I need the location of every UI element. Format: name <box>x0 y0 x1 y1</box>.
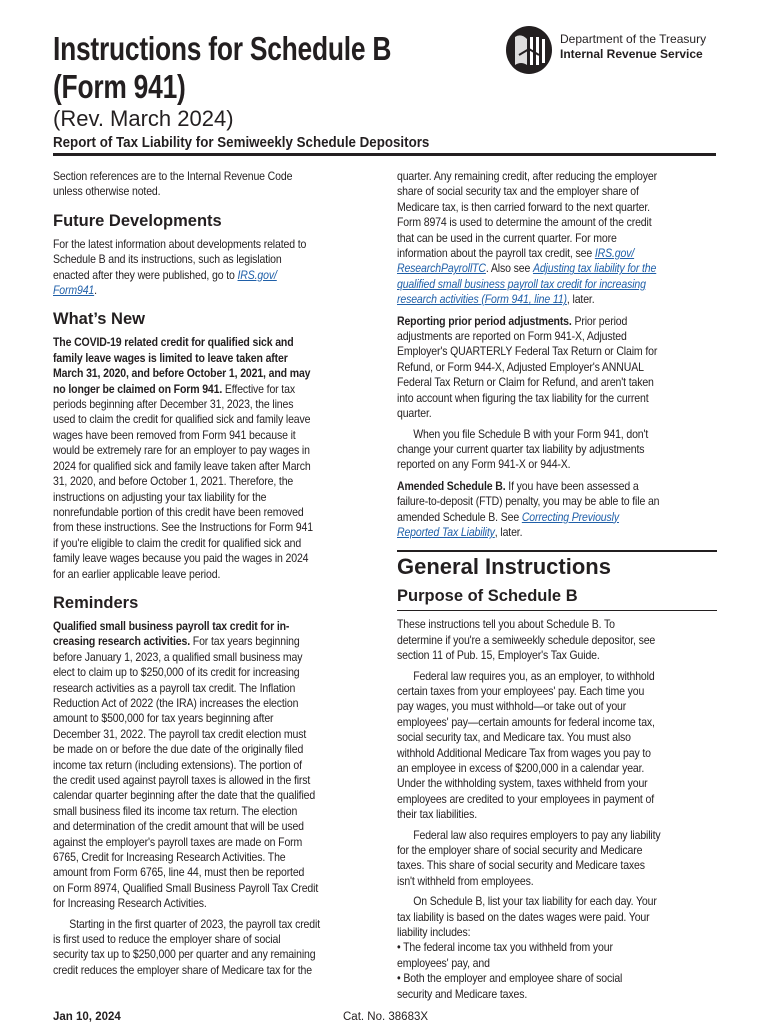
paragraph <box>397 169 717 308</box>
revision-date: (Rev. March 2024) <box>53 106 234 131</box>
text-run: information about the payroll tax credit, see <box>397 247 595 261</box>
text-line: • The federal income tax you withheld from your <box>397 941 613 955</box>
text-line: the credit used against payroll taxes is allowed in the first <box>53 774 311 787</box>
department-name: Department of the Treasury <box>560 32 707 46</box>
text-line: On Schedule B, list your tax liability for each day. Your <box>413 895 657 909</box>
link[interactable]: research activities (Form 941, line 11) <box>397 293 567 307</box>
text-line: is first used to reduce the employer share of social <box>53 933 281 947</box>
paragraph <box>53 619 373 912</box>
text-line: unless otherwise noted. <box>53 185 161 199</box>
bold-lead-in: Qualified small business payroll tax credit for in- <box>53 619 290 633</box>
text-line: • Both the employer and employee share of social <box>397 972 623 986</box>
link[interactable]: IRS.gov/ <box>594 247 635 261</box>
text-line: for Increasing Research Activities. <box>53 897 207 911</box>
text-line: before January 1, 2023, a qualified small business may <box>53 650 303 664</box>
text-line: Reduction Act of 2022 (the IRA) increases the election <box>53 696 299 710</box>
paragraph <box>53 237 373 299</box>
text-line: taxes. This share of social security and Medicare taxes <box>397 859 645 873</box>
text-line <box>397 246 685 261</box>
text-line: employees' pay, and <box>397 956 490 970</box>
text-line: wages have been removed from Form 941 because it <box>53 428 296 442</box>
text-line: Federal law requires you, as an employer, to withhold <box>413 669 655 683</box>
text-line: and determination of the credit amount that will be used <box>53 820 304 834</box>
bold-lead-in: family leave wages is limited to leave taken after <box>53 351 288 365</box>
text-line: from these instructions. See the Instructions for Form 941 <box>53 521 313 535</box>
irs-eagle-logo-icon <box>505 25 553 75</box>
text-line: credit reduces the employer share of Medicare tax for the <box>53 963 312 977</box>
text-line <box>397 525 685 540</box>
text-line: reported on any Form 941-X or 944-X. <box>397 458 571 472</box>
text-line: quarter. <box>397 407 432 421</box>
text-line: would be extremely rare for an employer to pay wages in <box>53 444 310 458</box>
text-line <box>53 283 341 298</box>
text-line: change your current quarter tax liability by adjustments <box>397 442 645 456</box>
bold-lead-in: March 31, 2020, and before October 1, 2021, and may <box>53 367 311 381</box>
paragraph <box>53 335 373 582</box>
text-run: Effective for tax <box>222 382 295 396</box>
agency-name: Internal Revenue Service <box>560 47 703 61</box>
text-line: into account when figuring the tax liability for the current <box>397 391 649 405</box>
bold-lead-in: Amended Schedule B. <box>397 479 506 493</box>
text-run: If you have been assessed a <box>505 479 639 493</box>
paragraph <box>53 169 373 200</box>
text-line: Form 8974 is used to determine the amount of the credit <box>397 216 652 230</box>
link[interactable]: Adjusting tax liability for the <box>532 262 657 276</box>
text-line: nonrefundable portion of this credit have been removed <box>53 505 304 519</box>
text-line: instructions on adjusting your tax liability for the <box>53 490 267 504</box>
text-line: social security tax, and Medicare tax. You must also <box>397 731 631 745</box>
paragraph <box>397 617 717 663</box>
text-line: on Form 8974, Qualified Small Business Payroll Tax Credit <box>53 881 319 895</box>
text-line <box>397 314 685 329</box>
link[interactable]: Correcting Previously <box>521 510 619 524</box>
text-line: amount to $500,000 for tax years beginning after <box>53 712 274 726</box>
text-line <box>53 335 341 350</box>
text-line: section 11 of Pub. 15, Employer's Tax Guide. <box>397 649 600 663</box>
link[interactable]: Reported Tax Liability <box>397 525 495 539</box>
section-heading: Future Developments <box>53 211 222 230</box>
text-line: withhold Additional Medicare Tax from wages you pay to <box>397 746 651 760</box>
text-line: if you're eligible to claim the credit for qualified sick and <box>53 536 302 550</box>
text-line: small business filed its income tax return. The election <box>53 804 298 818</box>
text-line: against the employer's payroll taxes are made on Form <box>53 835 303 849</box>
text-line: Under the withholding system, taxes withheld from your <box>397 777 648 791</box>
left-column <box>53 166 373 978</box>
text-line: Federal law also requires employers to pay any liability <box>413 828 661 842</box>
text-run: For tax years beginning <box>190 635 300 649</box>
paragraph <box>397 669 717 823</box>
text-line: isn't withheld from employees. <box>397 874 534 888</box>
text-line: Starting in the first quarter of 2023, the payroll tax credit <box>69 917 320 931</box>
text-line: family leave wages because you paid the wages in 2024 <box>53 552 309 566</box>
text-line: income tax return (including extensions). The portion of <box>53 758 302 772</box>
link[interactable]: IRS.gov/ <box>237 268 277 282</box>
text-line <box>397 261 685 276</box>
text-line: research activities as a payroll tax credit. The Inflation <box>53 681 296 695</box>
text-line: These instructions tell you about Schedule B. To <box>397 618 615 632</box>
text-line: adjustments are reported on Form 941-X, Adjusted <box>397 330 627 344</box>
text-line <box>397 277 685 292</box>
text-line: Medicare tax, is then carried forward to the next quarter. <box>397 200 650 214</box>
paragraph <box>397 828 717 890</box>
text-line: an employee in excess of $200,000 in a calendar year. <box>397 762 645 775</box>
section-heading: What’s New <box>53 310 145 329</box>
text-line: Refund, or Form 944-X, Adjusted Employer's ANNUAL <box>397 360 644 374</box>
bold-lead-in: Reporting prior period adjustments. <box>397 314 572 328</box>
bold-lead-in: no longer be claimed on Form 941. <box>53 382 223 396</box>
title-line-2: (Form 941) <box>53 68 186 105</box>
text-line <box>53 268 341 283</box>
section-heading: Purpose of Schedule B <box>397 586 717 611</box>
text-line: for the employer share of social security and Medicare <box>397 844 643 858</box>
right-column <box>397 166 717 1002</box>
text-run: , later. <box>566 293 595 307</box>
text-line: 2024 for qualified sick and family leave taken after March <box>53 459 311 473</box>
text-line <box>53 619 341 634</box>
text-run: Prior period <box>571 314 628 328</box>
text-line: liability includes: <box>397 926 471 940</box>
text-line <box>53 634 341 649</box>
text-line: failure-to-deposit (FTD) penalty, you may be able to file an <box>397 495 660 509</box>
document-subtitle: Report of Tax Liability for Semiweekly Schedule Depositors <box>53 135 430 151</box>
catalog-number: Cat. No. 38683X <box>343 1011 429 1023</box>
text-line <box>397 510 685 525</box>
text-run: . Also see <box>485 262 533 276</box>
text-line: be made on or before the due date of the originally filed <box>53 743 304 757</box>
text-line <box>397 479 685 494</box>
text-line: determine if you're a semiweekly schedule depositor, see <box>397 633 656 647</box>
text-line: quarter. Any remaining credit, after reducing the employer <box>397 170 657 183</box>
text-run: , later. <box>494 525 523 539</box>
agency-block <box>560 32 706 62</box>
link[interactable]: qualified small business payroll tax credit for increasing <box>397 277 646 291</box>
paragraph <box>53 917 373 979</box>
text-run: enacted after they were published, go to <box>53 268 238 282</box>
text-line: When you file Schedule B with your Form 941, don't <box>413 427 649 441</box>
bold-lead-in: creasing research activities. <box>53 635 191 649</box>
text-line: 6765, Credit for Increasing Research Activities. The <box>53 851 286 865</box>
text-line: December 31, 2022. The payroll tax credit election must <box>53 727 307 741</box>
bold-lead-in: The COVID-19 related credit for qualified sick and <box>53 336 294 350</box>
text-line: tax liability is based on the dates wages were paid. Your <box>397 910 650 924</box>
text-line: calendar quarter beginning after the date that the qualified <box>53 789 316 803</box>
text-line: elect to claim up to $250,000 of its credit for increasing <box>53 666 300 680</box>
text-line: pay wages, you must withhold—or take out of your <box>397 700 627 714</box>
text-line: 31, 2020, and before October 1, 2021. Therefore, the <box>53 475 294 489</box>
text-line <box>397 292 685 307</box>
text-line: security tax up to $250,000 per quarter and any remaining <box>53 948 316 962</box>
paragraph <box>397 314 717 422</box>
text-line: their tax liabilities. <box>397 808 478 822</box>
text-line: Section references are to the Internal Revenue Code <box>53 170 293 183</box>
text-run: amended Schedule B. See <box>397 510 522 524</box>
text-line: security and Medicare taxes. <box>397 987 528 1001</box>
text-line: employees' pay—certain amounts for federal income tax, <box>397 715 655 729</box>
text-line: Federal Tax Return or Claim for Refund, and aren't taken <box>397 376 654 390</box>
paragraph <box>397 479 717 541</box>
text-line: for an earlier applicable leave period. <box>53 567 221 581</box>
text-line <box>53 366 341 381</box>
text-line: used to claim the credit for qualified sick and family leave <box>53 413 311 427</box>
text-line <box>53 351 341 366</box>
text-line: Employer's QUARTERLY Federal Tax Return or Claim for <box>397 345 658 359</box>
document-title <box>53 30 391 106</box>
link[interactable]: Form941 <box>53 284 95 298</box>
text-line: For the latest information about developments related to <box>53 237 307 251</box>
text-run: . <box>94 284 97 298</box>
title-line-1: Instructions for Schedule B <box>53 30 392 67</box>
text-line: periods beginning after December 31, 2023, the lines <box>53 398 294 412</box>
text-line: employees are credited to your employees in payment of <box>397 792 654 806</box>
section-heading: Reminders <box>53 593 139 612</box>
section-heading: General Instructions <box>397 550 717 580</box>
text-line: amount from Form 6765, line 44, must then be reported <box>53 866 305 880</box>
text-line <box>53 382 341 397</box>
text-line: certain taxes from your employees' pay. Each time you <box>397 684 645 698</box>
text-line: that can be used in the current quarter. For more <box>397 231 617 245</box>
text-line: Schedule B and its instructions, such as legislation <box>53 253 282 267</box>
paragraph <box>397 427 717 473</box>
link[interactable]: ResearchPayrollTC <box>397 262 486 276</box>
publish-date: Jan 10, 2024 <box>53 1011 121 1023</box>
text-line: share of social security tax and the employer share of <box>397 185 639 199</box>
paragraph <box>397 894 717 1002</box>
title-divider <box>53 153 716 156</box>
